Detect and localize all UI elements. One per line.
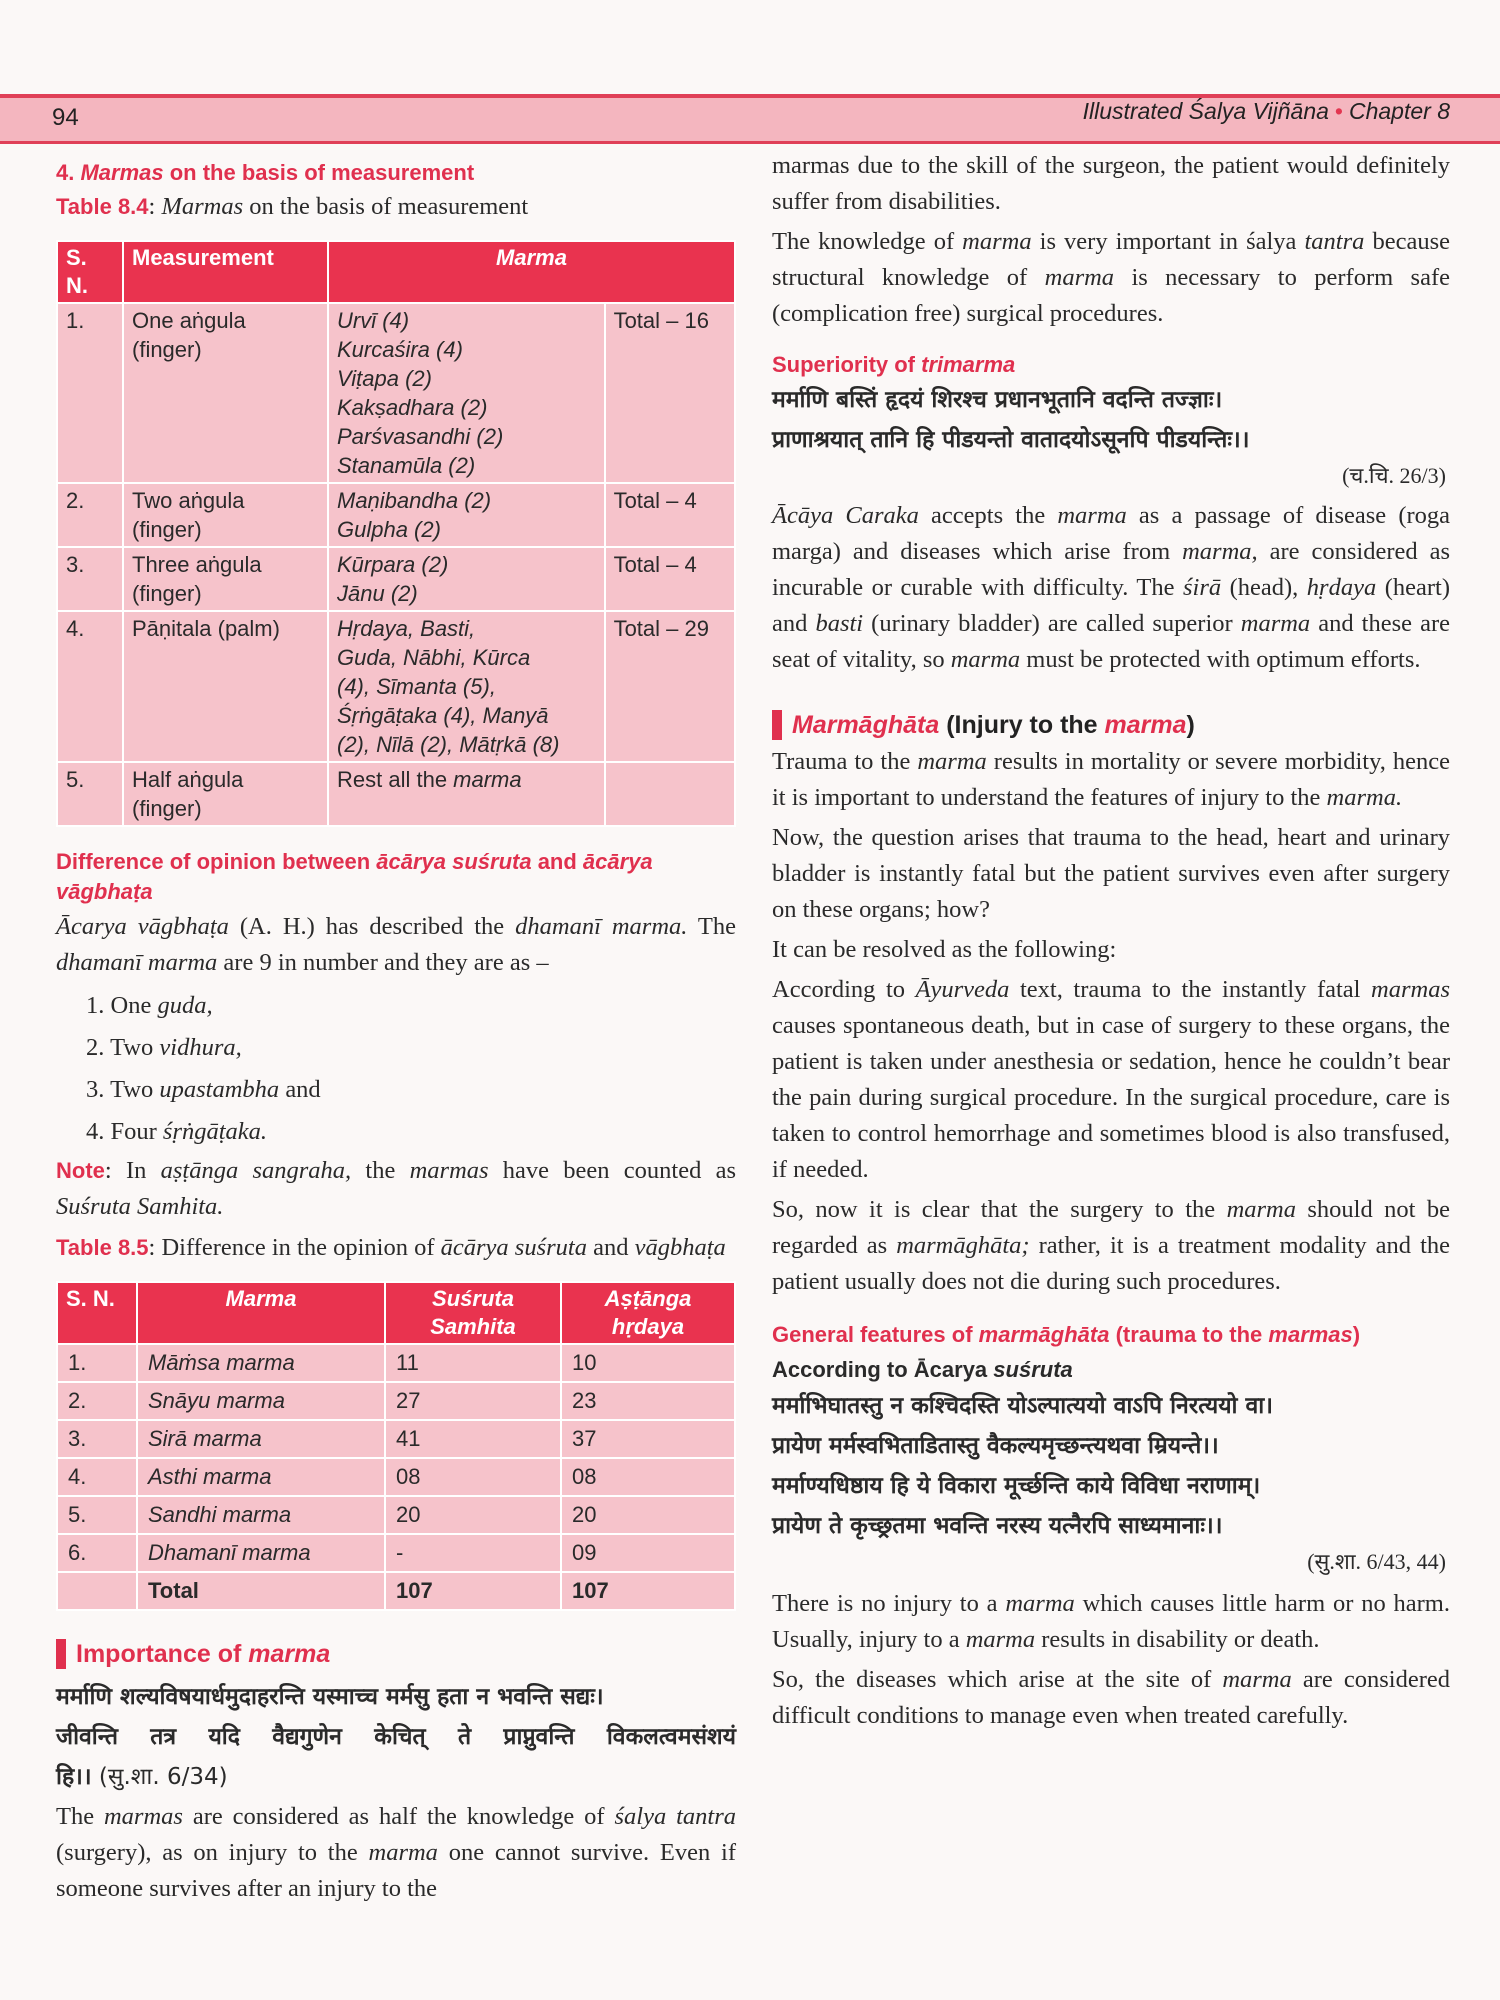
- importance-paragraph: The marmas are considered as half the knowledge of śalya tantra (surgery), as on injury to the marma one cannot survive. Even if someone survives after an injury to the: [56, 1803, 736, 1902]
- list-item: 2. Two vidhura,: [86, 1034, 242, 1061]
- th-marma: Marma: [137, 1282, 385, 1344]
- verse-2-reference: (च.चि. 26/3): [1342, 463, 1446, 488]
- verse-3-reference: (सु.शा. 6/43, 44): [1307, 1549, 1446, 1574]
- injury-paragraph: There is no injury to a marma which causes little harm or no harm. Usually, injury to a marma results in disability or death.: [772, 1590, 1450, 1653]
- ayurveda-paragraph: According to Āyurveda text, trauma to the instantly fatal marmas causes spontaneous death, but in case of surgery to these organs, the patient is taken under anesthesia or sedation, hence he couldn’t bear the pain during surgical procedure. In the surgical procedure, care is taken to control hemorrhage and sometimes blood is also transfused, if needed.: [772, 976, 1451, 1183]
- dhamani-list: [86, 985, 736, 1153]
- cell-sn: 1.: [57, 303, 123, 483]
- conclusion-paragraph: So, now it is clear that the surgery to the marma should not be regarded as marmāghāta; rather, it is a treatment modality and the patient usually does not die during such procedures.: [772, 1196, 1450, 1295]
- section-bar: [772, 710, 782, 740]
- cell-sn: 3.: [57, 547, 123, 611]
- table-row: [57, 547, 735, 611]
- table-row: 1. Māṁsa marma 11 10: [57, 1344, 735, 1382]
- dhamani-paragraph: Ācarya vāgbhaṭa (A. H.) has described the dhamanī marma. The dhamanī marma are 9 in number and they are as –: [56, 913, 737, 976]
- table-header-row: [57, 241, 735, 303]
- table-8-4: [56, 240, 736, 827]
- chapter-label: Chapter 8: [1348, 98, 1450, 124]
- cell-measurement: Half aṅgula (finger): [123, 762, 328, 826]
- cell-total: [605, 762, 735, 826]
- th-sn: S. N.: [57, 1282, 137, 1344]
- difference-heading: Difference of opinion between ācārya suśruta and ācārya vāgbhaṭa: [56, 849, 653, 904]
- table-row: 2. Snāyu marma 27 23: [57, 1382, 735, 1420]
- sanskrit-verse-1: मर्माणि शल्यविषयार्धमुदाहरन्ति यस्माच्च मर्मसु हता न भवन्ति सद्यः। जीवन्ति तत्र यदि वैद्यगुणेन केचित् ते प्राप्नुवन्ति विकलत्वमसंशयं हि।। (सु.शा. 6/34): [56, 1684, 736, 1790]
- th-astanga: Aṣṭānga hṛdaya: [561, 1282, 735, 1344]
- trauma-paragraph: Trauma to the marma results in mortality or severe morbidity, hence it is important to understand the features of injury to the marma.: [772, 748, 1450, 811]
- section-4-title: 4. Marmas on the basis of measurement: [56, 160, 475, 185]
- left-column: [56, 152, 736, 1907]
- cell-sn: 4.: [57, 611, 123, 762]
- table-row: 5. Sandhi marma 20 20: [57, 1496, 735, 1534]
- cell-marma: Maṇibandha (2) Gulpha (2): [328, 483, 605, 547]
- cell-measurement: Three aṅgula (finger): [123, 547, 328, 611]
- question-paragraph: Now, the question arises that trauma to the head, heart and urinary bladder is instantly fatal but the patient survives even after surgery on these organs; how?: [772, 824, 1450, 923]
- table-total-row: Total 107 107: [57, 1572, 735, 1610]
- table-8-5: [56, 1281, 736, 1611]
- resolve-paragraph: It can be resolved as the following:: [772, 936, 1117, 963]
- th-marma: Marma: [328, 241, 735, 303]
- continuation-paragraph: marmas due to the skill of the surgeon, the patient would definitely suffer from disabilities.: [772, 152, 1450, 215]
- table-row: [57, 611, 735, 762]
- th-sn: S. N.: [57, 241, 123, 303]
- table-row: [57, 483, 735, 547]
- diseases-paragraph: So, the diseases which arise at the site of marma are considered difficult conditions to manage even when treated carefully.: [772, 1666, 1450, 1729]
- cell-measurement: Two aṅgula (finger): [123, 483, 328, 547]
- th-measurement: Measurement: [123, 241, 328, 303]
- note-paragraph: Note: In aṣṭānga sangraha, the marmas have been counted as Suśruta Samhita.: [56, 1157, 737, 1220]
- knowledge-paragraph: The knowledge of marma is very important in śalya tantra because structural knowledge of marma is necessary to perform safe (complication free) surgical procedures.: [772, 228, 1450, 327]
- cell-sn: 2.: [57, 483, 123, 547]
- importance-heading: Importance of marma: [56, 1637, 736, 1671]
- th-susruta: Suśruta Samhita: [385, 1282, 561, 1344]
- superiority-heading: Superiority of trimarma: [772, 352, 1016, 377]
- cell-measurement: Pāṇitala (palm): [123, 611, 328, 762]
- table-row: [57, 303, 735, 483]
- table-row: 6. Dhamanī marma - 09: [57, 1534, 735, 1572]
- table-8-5-caption: Table 8.5: Difference in the opinion of ācārya suśruta and vāgbhaṭa: [56, 1234, 726, 1261]
- list-item: 3. Two upastambha and: [86, 1076, 321, 1103]
- cell-total: Total – 29: [605, 611, 735, 762]
- list-item: 4. Four śṛṅgāṭaka.: [86, 1118, 268, 1145]
- table-row: 3. Sirā marma 41 37: [57, 1420, 735, 1458]
- page-number: 94: [52, 104, 79, 131]
- cell-total: Total – 4: [605, 547, 735, 611]
- table-row: [57, 762, 735, 826]
- list-item: 1. One guda,: [86, 992, 213, 1019]
- table-row: 4. Asthi marma 08 08: [57, 1458, 735, 1496]
- cell-measurement: One aṅgula (finger): [123, 303, 328, 483]
- caraka-paragraph: Ācāya Caraka accepts the marma as a passage of disease (roga marga) and diseases which arise from marma, are considered as incurable or curable with difficulty. The śirā (head), hṛdaya (heart) and basti (urinary bladder) are called superior marma and these are seat of vitality, so marma must be protected with optimum efforts.: [772, 502, 1451, 673]
- section-bar: [56, 1639, 66, 1669]
- sanskrit-verse-2: मर्माणि बस्तिं हृदयं शिरश्च प्रधानभूतानि वदन्ति तज्ज्ञाः। प्राणाश्रयात् तानि हि पीडयन्तो वातादयोऽसूनपि पीडयन्तिः।।: [772, 387, 1250, 453]
- cell-marma: Urvī (4) Kurcaśira (4) Viṭapa (2) Kakṣadhara (2) Parśvasandhi (2) Stanamūla (2): [328, 303, 605, 483]
- according-susruta-heading: According to Ācarya suśruta: [772, 1357, 1073, 1382]
- cell-marma: Rest all the marma: [328, 762, 605, 826]
- table-8-4-caption: Table 8.4: Marmas on the basis of measurement: [56, 193, 529, 220]
- running-head: [1083, 98, 1450, 125]
- header-separator: •: [1334, 98, 1343, 124]
- cell-marma: Hṛdaya, Basti, Guda, Nābhi, Kūrca (4), Sīmanta (5), Śṛṅgāṭaka (4), Manyā (2), Nīlā (2), Mātṛkā (8): [328, 611, 605, 762]
- book-title: Illustrated Śalya Vijñāna: [1082, 98, 1329, 124]
- table-header-row: [57, 1282, 735, 1344]
- cell-total: Total – 16: [605, 303, 735, 483]
- cell-total: Total – 4: [605, 483, 735, 547]
- cell-sn: 5.: [57, 762, 123, 826]
- cell-marma: Kūrpara (2) Jānu (2): [328, 547, 605, 611]
- sanskrit-verse-3: मर्माभिघातस्तु न कश्चिदस्ति योऽल्पात्ययो वाऽपि निरत्ययो वा। प्रायेण मर्मस्वभिताडितास्तु वैकल्यमृच्छन्त्यथवा म्रियन्ते।। मर्माण्यधिष्ठाय हि ये विकारा मूर्च्छन्ति काये विविधा नराणाम्। प्रायेण ते कृच्छ्रतमा भवन्ति नरस्य यत्नैरपि साध्यमानाः।।: [772, 1393, 1273, 1539]
- general-features-heading: General features of marmāghāta (trauma to the marmas): [772, 1322, 1361, 1347]
- marmaghata-heading: Marmāghāta (Injury to the marma): [772, 708, 1450, 742]
- right-column: [772, 148, 1450, 1734]
